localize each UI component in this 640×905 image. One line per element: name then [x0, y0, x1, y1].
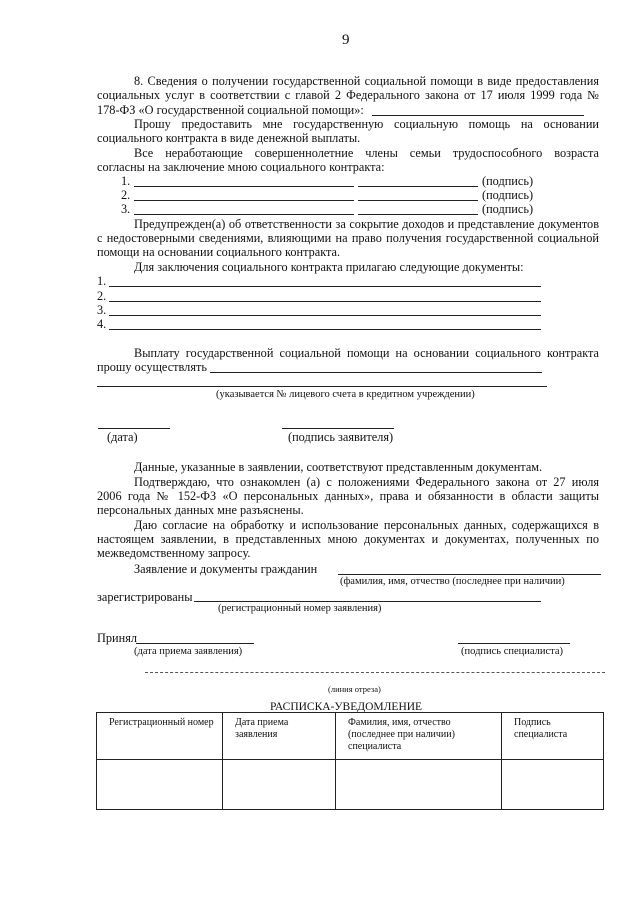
receipt-cell[interactable]	[97, 760, 223, 810]
payment-account-line-2[interactable]	[97, 386, 547, 387]
warning-line2: с недостоверными сведениями, влияющими на право получения государственной социальной	[97, 231, 599, 245]
family-sign-label: (подпись)	[482, 202, 534, 216]
fio-caption: (фамилия, имя, отчество (последнее при наличии)	[340, 576, 565, 587]
family-line2: согласны на заключение мною социального контракта:	[97, 160, 385, 174]
receipt-title: РАСПИСКА-УВЕДОМЛЕНИЕ	[270, 701, 423, 713]
citizen-fio-line[interactable]	[338, 574, 601, 575]
request-line2: социального контракта в виде денежной выплаты.	[97, 131, 361, 145]
consent-p1: Данные, указанные в заявлении, соответствуют представленным документам.	[134, 460, 543, 474]
cut-line-caption: (линия отреза)	[328, 684, 381, 694]
family-line1: Все неработающие совершеннолетние члены семьи трудоспособного возраста	[134, 146, 599, 160]
section8-line2: социальных услуг в соответствии с главой 2 Федерального закона от 17 июля 1999 года №	[97, 88, 599, 102]
receipt-header-cell: Дата приема заявления	[223, 713, 336, 760]
family-signature-line[interactable]	[358, 186, 478, 187]
family-name-line[interactable]	[134, 186, 354, 187]
receipt-table	[96, 712, 604, 810]
section8-line1: 8. Сведения о получении государственной социальной помощи в виде предоставления	[134, 74, 599, 88]
family-name-line[interactable]	[134, 200, 354, 201]
payment-caption: (указывается № лицевого счета в кредитном учреждении)	[216, 389, 475, 400]
payment-account-line[interactable]	[210, 372, 542, 373]
accept-date-line[interactable]	[136, 643, 254, 644]
receipt-header-cell: Регистрационный номер	[97, 713, 223, 760]
family-signature-line[interactable]	[358, 200, 478, 201]
page-number: 9	[342, 32, 350, 48]
applicant-signature-line[interactable]	[282, 428, 394, 429]
attach-item-line[interactable]	[109, 315, 541, 316]
receipt-header-cell: Фамилия, имя, отчество (последнее при наличии) специалиста	[336, 713, 502, 760]
accept-date-caption: (дата приема заявления)	[134, 646, 243, 657]
receipt-data-row	[97, 760, 604, 810]
reg-number-caption: (регистрационный номер заявления)	[218, 603, 382, 614]
attach-item-num: 3.	[97, 303, 107, 317]
family-name-line[interactable]	[134, 214, 354, 215]
receipt-cell[interactable]	[336, 760, 502, 810]
consent-p3-line2: настоящем заявлении, в представленных мною документах и документах, полученных по	[97, 532, 599, 546]
receipt-header-cell: Подпись специалиста	[502, 713, 604, 760]
specialist-signature-caption: (подпись специалиста)	[461, 646, 564, 657]
applicant-signature-caption: (подпись заявителя)	[288, 430, 394, 444]
family-row-num: 2.	[121, 188, 131, 202]
consent-p2-line3: персональных данных мне разъяснены.	[97, 503, 304, 517]
consent-p3-line3: межведомственному запросу.	[97, 546, 251, 560]
payment-line2: прошу осуществлять	[97, 360, 207, 374]
receipt-cell[interactable]	[502, 760, 604, 810]
attach-item-num: 4.	[97, 317, 107, 331]
payment-line1: Выплату государственной социальной помощи на основании социального контракта	[134, 346, 599, 360]
attach-item-line[interactable]	[109, 286, 541, 287]
family-row-num: 3.	[121, 202, 131, 216]
receipt-cell[interactable]	[223, 760, 336, 810]
specialist-signature-line[interactable]	[458, 643, 570, 644]
attach-item-line[interactable]	[109, 301, 541, 302]
accepted-label: Принял	[97, 631, 137, 645]
family-sign-label: (подпись)	[482, 188, 534, 202]
reg-number-line[interactable]	[194, 601, 541, 602]
attach-item-line[interactable]	[109, 329, 541, 330]
attach-title: Для заключения социального контракта прилагаю следующие документы:	[134, 260, 524, 274]
consent-p2-line2: 2006 года № 152-ФЗ «О персональных данных», права и обязанности в области защиты	[97, 489, 599, 503]
date-caption: (дата)	[107, 430, 138, 444]
citizen-label: Заявление и документы гражданин	[134, 562, 318, 576]
warning-line3: помощи на основании социального контракта.	[97, 245, 341, 259]
section8-line3: 178-ФЗ «О государственной социальной помощи»:	[97, 103, 364, 117]
receipt-header-row	[97, 713, 604, 760]
cut-line	[145, 672, 605, 673]
registered-label: зарегистрированы	[97, 590, 193, 604]
request-line1: Прошу предоставить мне государственную социальную помощь на основании	[134, 117, 599, 131]
date-line[interactable]	[98, 428, 170, 429]
family-signature-line[interactable]	[358, 214, 478, 215]
attach-item-num: 2.	[97, 289, 107, 303]
attach-item-num: 1.	[97, 274, 107, 288]
consent-p3-line1: Даю согласие на обработку и использование персональных данных, содержащихся в	[134, 518, 599, 532]
family-row-num: 1.	[121, 174, 131, 188]
section8-answer-line[interactable]	[372, 115, 584, 116]
warning-line1: Предупрежден(а) об ответственности за сокрытие доходов и представление документов	[134, 217, 599, 231]
consent-p2-line1: Подтверждаю, что ознакомлен (а) с положениями Федерального закона от 27 июля	[134, 475, 599, 489]
family-sign-label: (подпись)	[482, 174, 534, 188]
